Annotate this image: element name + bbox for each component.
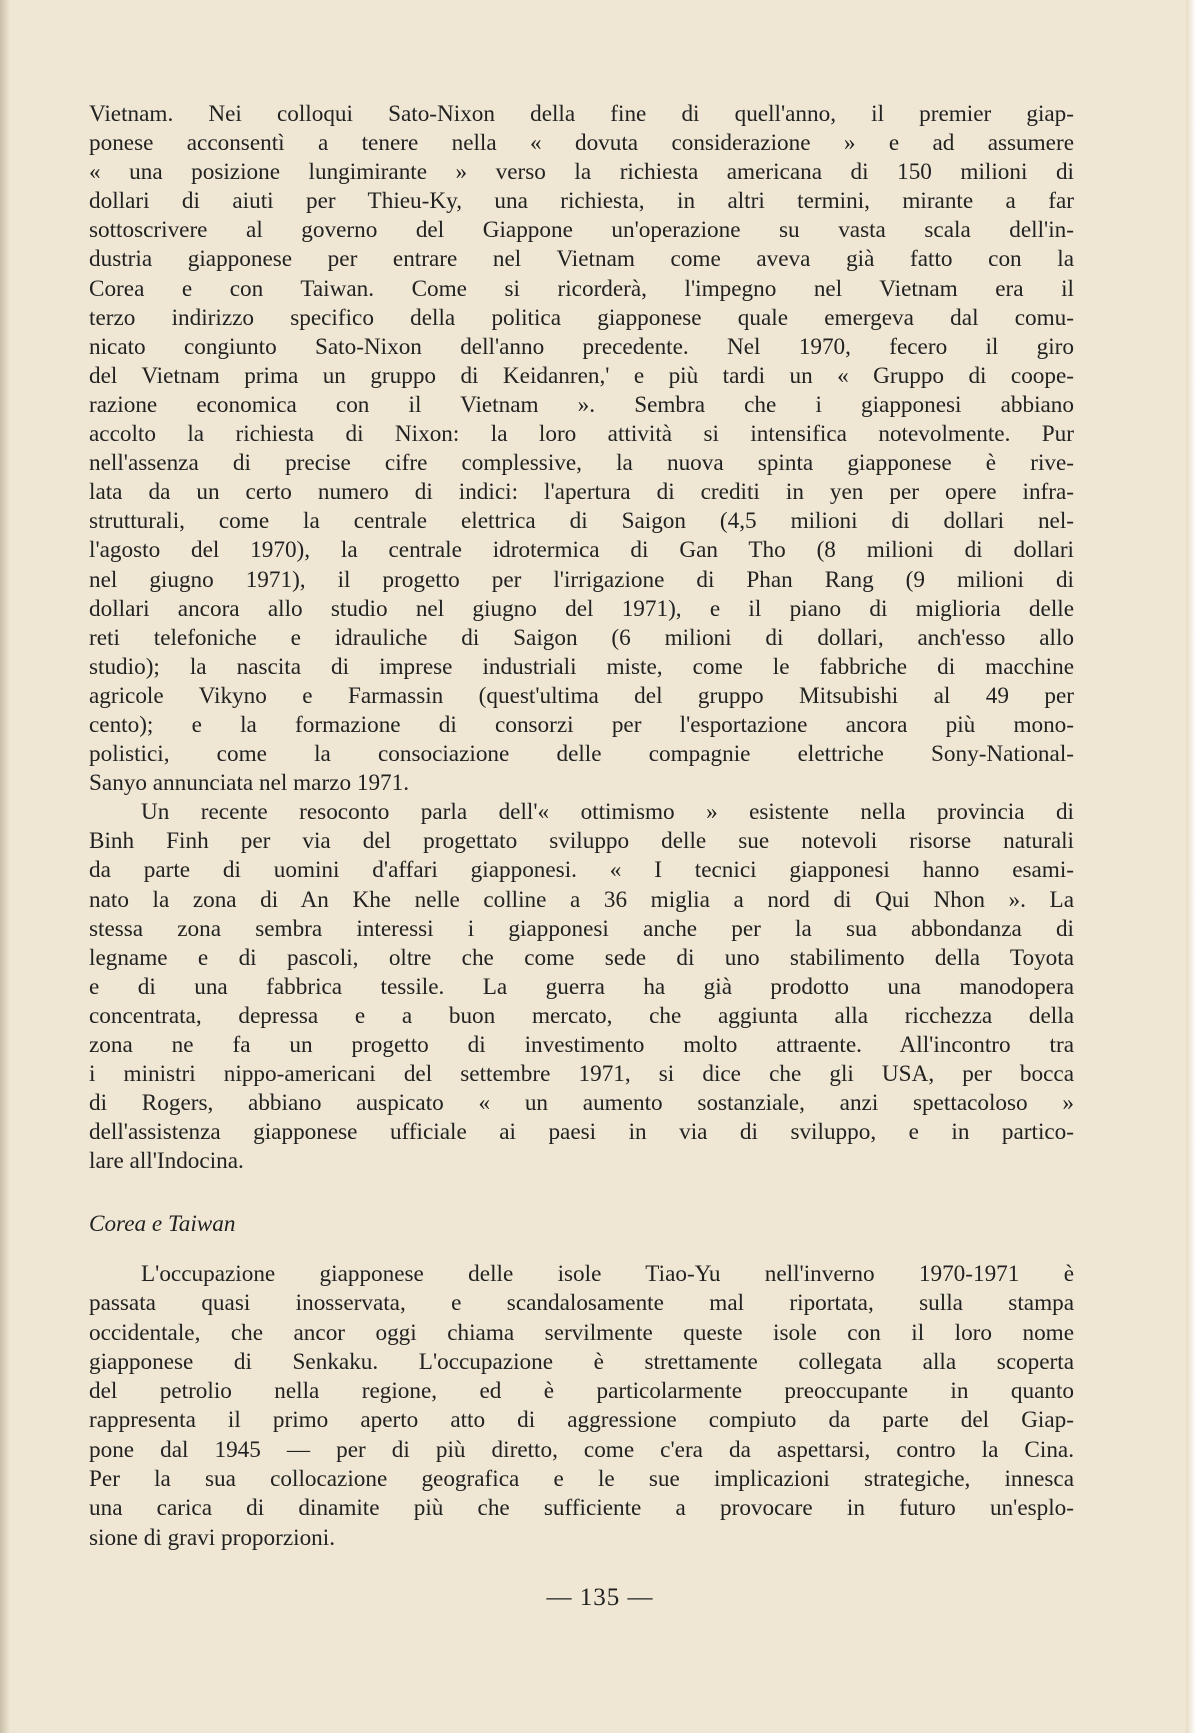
text-line: nel giugno 1971), il progetto per l'irrigazione di Phan Rang (9 milioni di xyxy=(89,566,1074,593)
text-line: rappresenta il primo aperto atto di aggressione compiuto da parte del Giap- xyxy=(89,1407,1074,1434)
text-line: lare all'Indocina. xyxy=(89,1148,244,1175)
text-line: e di una fabbrica tessile. La guerra ha già prodotto una manodopera xyxy=(89,973,1074,1000)
text-line: occidentale, che ancor oggi chiama servilmente queste isole con il loro nome xyxy=(89,1319,1074,1346)
text-line: terzo indirizzo specifico della politica giapponese quale emergeva dal comu- xyxy=(89,304,1074,331)
text-line: lata da un certo numero di indici: l'apertura di crediti in yen per opere infra- xyxy=(89,479,1074,506)
page-left-edge-shadow xyxy=(0,0,10,1733)
text-line: dollari ancora allo studio nel giugno del 1971), e il piano di miglioria delle xyxy=(89,595,1074,622)
page-right-edge xyxy=(1186,0,1200,1733)
text-line: passata quasi inosservata, e scandalosamente mal riportata, sulla stampa xyxy=(89,1290,1074,1317)
text-line: zona ne fa un progetto di investimento molto attraente. All'incontro tra xyxy=(89,1032,1074,1058)
section-heading: Corea e Taiwan xyxy=(89,1211,236,1237)
text-line: L'occupazione giapponese delle isole Tiao-Yu nell'inverno 1970-1971 è xyxy=(141,1261,1074,1287)
section-text xyxy=(89,1260,1074,1553)
text-line: Vietnam. Nei colloqui Sato-Nixon della fine di quell'anno, il premier giap- xyxy=(89,101,1074,127)
text-line: del Vietnam prima un gruppo di Keidanren,' e più tardi un « Gruppo di coope- xyxy=(89,362,1074,389)
text-line: strutturali, come la centrale elettrica di Saigon (4,5 milioni di dollari nel- xyxy=(89,508,1074,535)
main-text xyxy=(89,100,1074,1176)
text-line: sione di gravi proporzioni. xyxy=(89,1524,335,1551)
text-line: dell'assistenza giapponese ufficiale ai paesi in via di sviluppo, e in partico- xyxy=(89,1119,1074,1146)
text-line: dustria giapponese per entrare nel Vietnam come aveva già fatto con la xyxy=(89,246,1074,273)
text-line: agricole Vikyno e Farmassin (quest'ultima del gruppo Mitsubishi al 49 per xyxy=(89,682,1074,709)
page-number: — 135 — xyxy=(546,1584,654,1611)
text-line: l'agosto del 1970), la centrale idrotermica di Gan Tho (8 milioni di dollari xyxy=(89,537,1074,564)
text-line: reti telefoniche e idrauliche di Saigon (6 milioni di dollari, anch'esso allo xyxy=(89,624,1074,651)
text-line: accolto la richiesta di Nixon: la loro attività si intensifica notevolmente. Pur xyxy=(89,421,1074,448)
text-line: polistici, come la consociazione delle compagnie elettriche Sony-National- xyxy=(89,741,1074,768)
text-line: nicato congiunto Sato-Nixon dell'anno precedente. Nel 1970, fecero il giro xyxy=(89,333,1074,360)
text-line: Sanyo annunciata nel marzo 1971. xyxy=(89,770,410,797)
text-line: stessa zona sembra interessi i giapponesi anche per la sua abbondanza di xyxy=(89,915,1074,942)
text-line: del petrolio nella regione, ed è particolarmente preoccupante in quanto xyxy=(89,1378,1074,1405)
text-line: nato la zona di An Khe nelle colline a 36 miglia a nord di Qui Nhon ». La xyxy=(89,886,1074,913)
text-line: da parte di uomini d'affari giapponesi. « I tecnici giapponesi hanno esami- xyxy=(89,857,1074,884)
text-line: cento); e la formazione di consorzi per l'esportazione ancora più mono- xyxy=(89,711,1074,738)
text-line: di Rogers, abbiano auspicato « un aumento sostanziale, anzi spettacoloso » xyxy=(89,1090,1074,1117)
text-line: Per la sua collocazione geografica e le sue implicazioni strategiche, innesca xyxy=(89,1466,1074,1493)
text-line: « una posizione lungimirante » verso la richiesta americana di 150 milioni di xyxy=(89,159,1074,186)
text-line: ponese acconsentì a tenere nella « dovuta considerazione » e ad assumere xyxy=(89,130,1074,157)
text-line: i ministri nippo-americani del settembre 1971, si dice che gli USA, per bocca xyxy=(89,1061,1074,1088)
text-line: razione economica con il Vietnam ». Sembra che i giapponesi abbiano xyxy=(89,391,1074,418)
text-line: pone dal 1945 — per di più diretto, come c'era da aspettarsi, contro la Cina. xyxy=(89,1436,1074,1463)
text-line: sottoscrivere al governo del Giappone un'operazione su vasta scala dell'in- xyxy=(89,217,1074,244)
text-line: studio); la nascita di imprese industriali miste, come le fabbriche di macchine xyxy=(89,653,1074,680)
text-line: legname e di pascoli, oltre che come sede di uno stabilimento della Toyota xyxy=(89,944,1074,971)
text-line: Binh Finh per via del progettato sviluppo delle sue notevoli risorse naturali xyxy=(89,828,1074,855)
text-line: Corea e con Taiwan. Come si ricorderà, l'impegno nel Vietnam era il xyxy=(89,275,1074,302)
text-line: dollari di aiuti per Thieu-Ky, una richiesta, in altri termini, mirante a far xyxy=(89,188,1074,215)
text-line: concentrata, depressa e a buon mercato, che aggiunta alla ricchezza della xyxy=(89,1002,1074,1029)
text-line: una carica di dinamite più che sufficiente a provocare in futuro un'esplo- xyxy=(89,1495,1074,1522)
text-line: nell'assenza di precise cifre complessive, la nuova spinta giapponese è rive- xyxy=(89,450,1074,477)
text-line: Un recente resoconto parla dell'« ottimismo » esistente nella provincia di xyxy=(141,799,1074,826)
text-line: giapponese di Senkaku. L'occupazione è strettamente collegata alla scoperta xyxy=(89,1348,1074,1375)
